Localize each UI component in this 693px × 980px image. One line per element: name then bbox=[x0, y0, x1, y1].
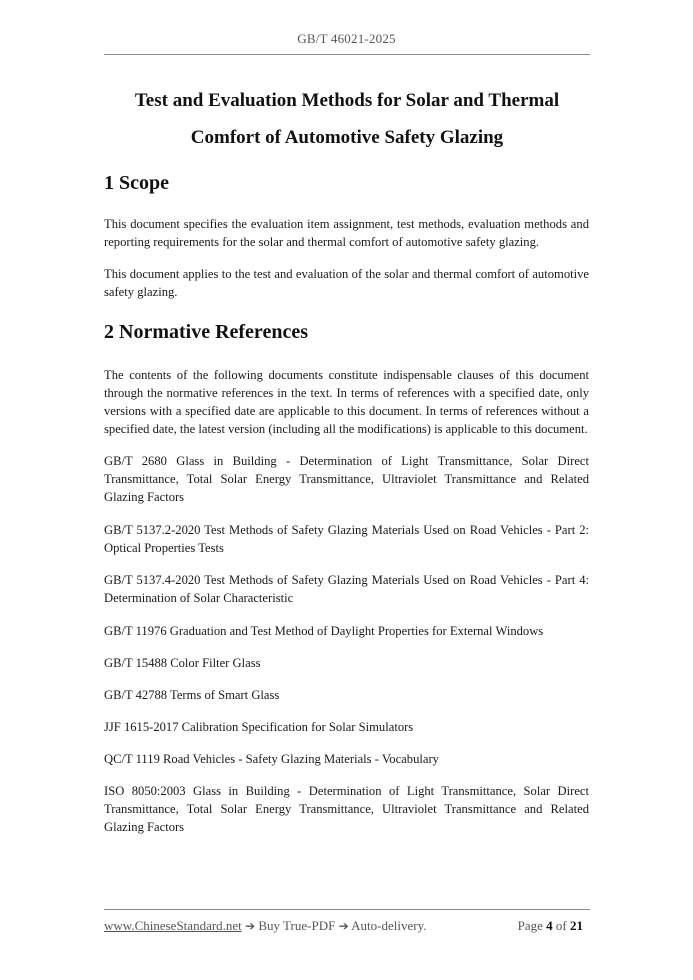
reference-item: GB/T 2680 Glass in Building - Determination of Light Transmittance, Solar Direct Transmittance, Total Solar Energy Transmittance, Ultraviolet Transmittance and Related Glazing Factors bbox=[104, 454, 589, 504]
page-word: Page bbox=[517, 918, 543, 933]
page-indicator bbox=[518, 918, 583, 934]
title-line-2: Comfort of Automotive Safety Glazing bbox=[190, 127, 504, 148]
title-line-1: Test and Evaluation Methods for Solar and Thermal bbox=[134, 90, 560, 111]
reference-item: GB/T 42788 Terms of Smart Glass bbox=[104, 688, 280, 702]
site-link[interactable]: www.ChineseStandard.net bbox=[104, 918, 242, 933]
header-divider bbox=[104, 54, 590, 55]
arrow-right-icon: ➔ bbox=[338, 919, 349, 933]
auto-delivery-text: Auto-delivery. bbox=[351, 918, 427, 933]
reference-item: GB/T 5137.4-2020 Test Methods of Safety Glazing Materials Used on Road Vehicles - Part 4: Determination of Solar Characteristic bbox=[104, 573, 589, 605]
reference-item: GB/T 15488 Color Filter Glass bbox=[104, 656, 261, 670]
reference-item: GB/T 11976 Graduation and Test Method of Daylight Properties for External Windows bbox=[104, 624, 544, 638]
scope-paragraph-2: This document applies to the test and evaluation of the solar and thermal comfort of automotive safety glazing. bbox=[104, 267, 589, 299]
buy-pdf-text: Buy True-PDF bbox=[258, 918, 336, 933]
page-header: GB/T 46021-2025 bbox=[297, 31, 396, 46]
reference-item: JJF 1615-2017 Calibration Specification for Solar Simulators bbox=[104, 720, 414, 734]
reference-item: QC/T 1119 Road Vehicles - Safety Glazing Materials - Vocabulary bbox=[104, 752, 439, 766]
footer-promo bbox=[104, 918, 427, 934]
document-title bbox=[104, 82, 590, 156]
references-intro-paragraph: The contents of the following documents constitute indispensable clauses of this document through the normative references in the text. In terms of references with a specified date, only versions with a specified date are applicable to this document. In terms of references without a specified date, the latest version (including all the modifications) is applicable to this document. bbox=[104, 368, 589, 436]
reference-item: ISO 8050:2003 Glass in Building - Determination of Light Transmittance, Solar Direct Transmittance, Total Solar Energy Transmittance, Ultraviolet Transmittance and Related Glazing Factors bbox=[104, 784, 589, 834]
page-total: 21 bbox=[570, 918, 583, 933]
page-number: 4 bbox=[546, 918, 553, 933]
reference-item: GB/T 5137.2-2020 Test Methods of Safety Glazing Materials Used on Road Vehicles - Part 2: Optical Properties Tests bbox=[104, 523, 589, 555]
of-word: of bbox=[555, 918, 567, 933]
section-heading-normative-references: 2 Normative References bbox=[104, 321, 308, 343]
section-heading-scope: 1 Scope bbox=[104, 172, 169, 194]
arrow-right-icon: ➔ bbox=[245, 919, 256, 933]
footer-divider bbox=[104, 909, 590, 910]
scope-paragraph-1: This document specifies the evaluation item assignment, test methods, evaluation methods and reporting requirements for the solar and thermal comfort of automotive safety glazing. bbox=[104, 217, 589, 249]
